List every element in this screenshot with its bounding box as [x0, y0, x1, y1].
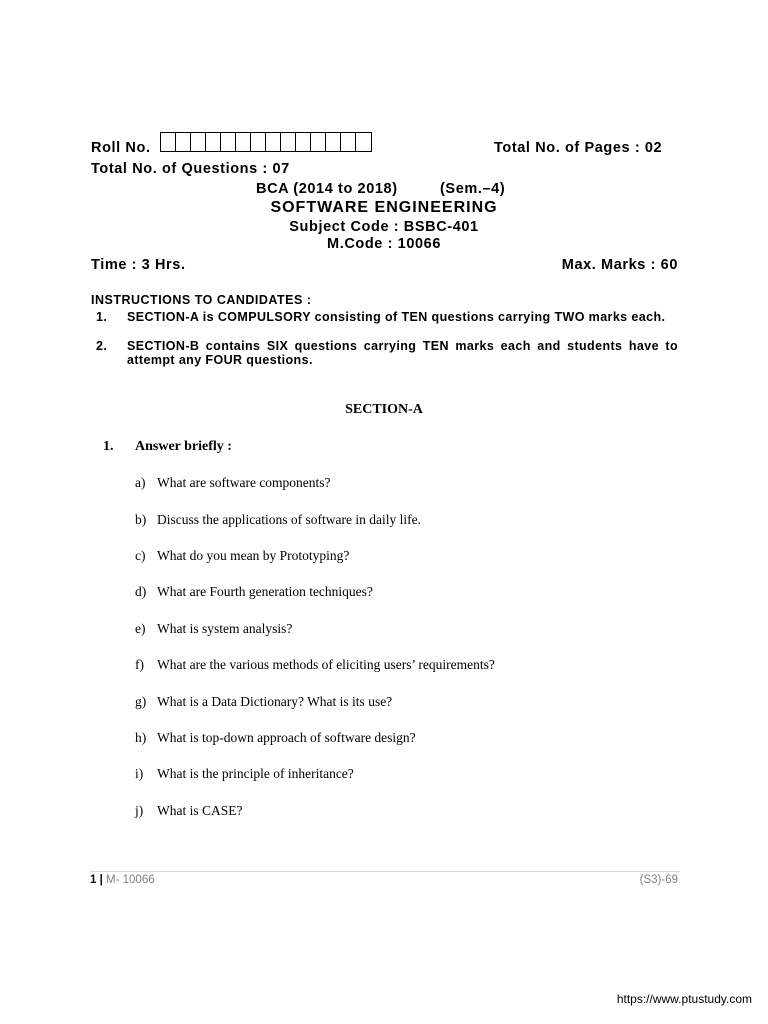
roll-number-box[interactable]	[191, 133, 206, 151]
question-part-d: d) What are Fourth generation techniques?	[135, 584, 373, 599]
roll-number-box[interactable]	[296, 133, 311, 151]
roll-number-box[interactable]	[161, 133, 176, 151]
footer-mcode: M- 10066	[106, 874, 155, 886]
page-number: 1	[90, 874, 97, 886]
instructions-title: INSTRUCTIONS TO CANDIDATES :	[91, 293, 312, 307]
total-pages: Total No. of Pages : 02	[494, 140, 663, 156]
roll-number-box[interactable]	[206, 133, 221, 151]
roll-number-label: Roll No.	[91, 140, 151, 156]
roll-number-box[interactable]	[311, 133, 326, 151]
total-questions: Total No. of Questions : 07	[91, 161, 290, 177]
roll-number-box[interactable]	[326, 133, 341, 151]
question-part-g: g) What is a Data Dictionary? What is its use?	[135, 694, 393, 709]
instruction-item	[96, 310, 678, 340]
time-allowed: Time : 3 Hrs.	[91, 257, 186, 273]
instruction-number: 1.	[96, 310, 108, 324]
roll-number-box[interactable]	[236, 133, 251, 151]
question-part-j: j) What is CASE?	[135, 803, 243, 818]
question-part-c: c) What do you mean by Prototyping?	[135, 548, 350, 563]
question-part-h: h) What is top-down approach of software design?	[135, 730, 416, 745]
roll-number-box[interactable]	[176, 133, 191, 151]
roll-number-box[interactable]	[266, 133, 281, 151]
question-part-f: f) What are the various methods of eliciting users’ requirements?	[135, 657, 495, 672]
question-part-i: i) What is the principle of inheritance?	[135, 766, 354, 781]
course-name: BCA (2014 to 2018)	[256, 181, 398, 197]
question-title: Answer briefly :	[135, 439, 232, 454]
instruction-item	[96, 339, 678, 369]
instruction-text: SECTION-B contains SIX questions carrying TEN marks each and students have to attempt any FOUR questions.	[127, 339, 678, 367]
roll-number-box[interactable]	[221, 133, 236, 151]
question-part-b: b) Discuss the applications of software in daily life.	[135, 512, 421, 527]
subject-code: Subject Code : BSBC-401	[289, 219, 479, 235]
instruction-number: 2.	[96, 339, 108, 353]
roll-number-box[interactable]	[281, 133, 296, 151]
section-a-heading: SECTION-A	[345, 402, 423, 417]
semester: (Sem.–4)	[440, 181, 506, 197]
roll-number-box[interactable]	[251, 133, 266, 151]
footer-divider	[90, 871, 680, 872]
instruction-text: SECTION-A is COMPULSORY consisting of TEN questions carrying TWO marks each.	[127, 310, 666, 324]
roll-number-box[interactable]	[356, 133, 371, 151]
question-part-e: e) What is system analysis?	[135, 621, 293, 636]
roll-number-boxes[interactable]	[160, 132, 372, 152]
question-part-a: a) What are software components?	[135, 475, 331, 490]
roll-number-box[interactable]	[341, 133, 356, 151]
footer-left	[90, 874, 155, 886]
watermark-url[interactable]: https://www.ptustudy.com	[616, 992, 752, 1006]
max-marks: Max. Marks : 60	[561, 257, 678, 273]
question-number: 1.	[103, 439, 114, 454]
footer-separator: |	[99, 874, 103, 886]
m-code: M.Code : 10066	[327, 236, 441, 252]
subject-title: SOFTWARE ENGINEERING	[270, 199, 498, 216]
footer-paper-code: (S3)-69	[639, 874, 678, 886]
